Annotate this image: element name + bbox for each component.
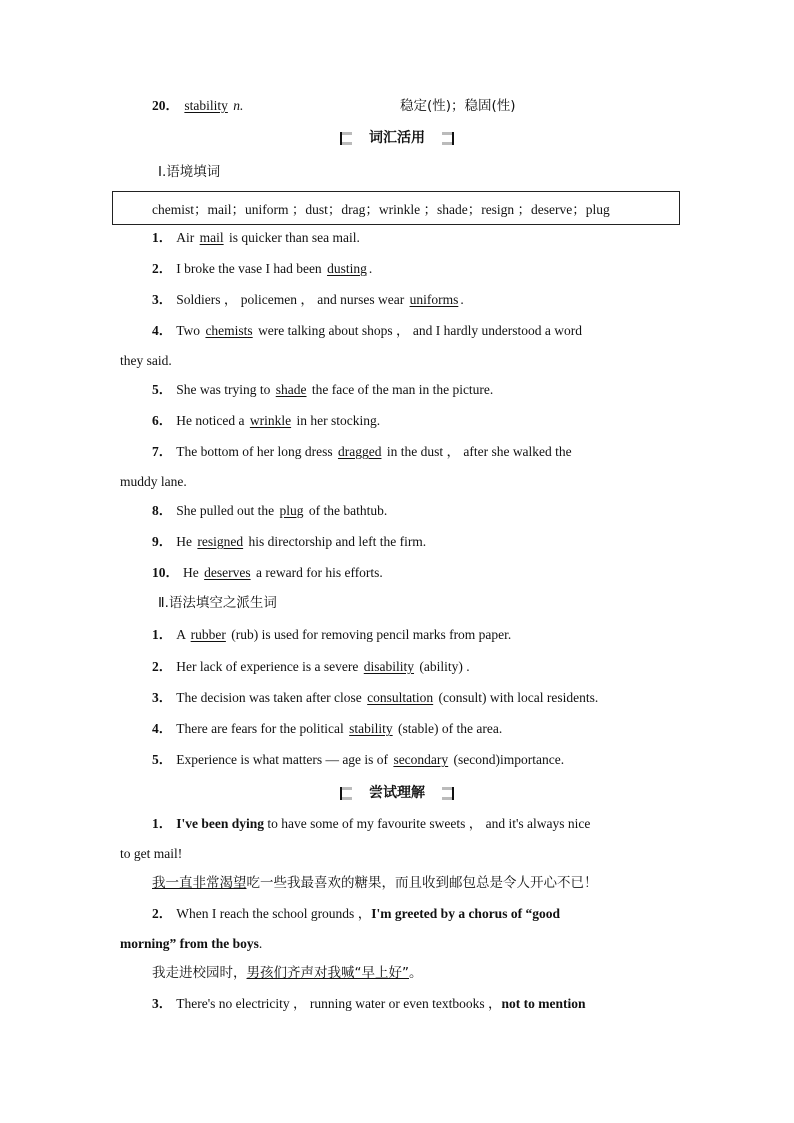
vocab-item-20 — [152, 96, 243, 116]
vocab-word: stability — [184, 98, 228, 113]
sentence-1-continued: to get mail! — [120, 846, 183, 861]
answer: chemists — [205, 323, 253, 338]
item-number: 20． — [152, 98, 179, 113]
answer: disability — [363, 659, 415, 674]
section-title: 词汇活用 — [352, 126, 442, 150]
section-banner-vocabulary-use — [340, 126, 454, 150]
section-banner-try-understand — [340, 781, 454, 805]
word-bank-box — [112, 191, 680, 225]
answer: mail — [199, 230, 224, 245]
answer: shade — [275, 382, 307, 397]
key-phrase: morning” from the boys — [120, 936, 259, 951]
key-translation: 男孩们齐声对我喊“早上好” — [246, 965, 409, 981]
sentence-3: 3． There's no electricity ， running water or even textbooks ，not to mention — [152, 996, 586, 1011]
word-bank: chemist；mail；uniform ；dust；drag；wrinkle ；shade；resign ；deserve；plug — [152, 202, 610, 217]
part-of-speech: n. — [233, 98, 244, 113]
sentence-2-continued: morning” from the boys. — [120, 936, 263, 951]
answer: stability — [349, 721, 393, 736]
answer: uniforms — [409, 292, 459, 307]
sentence-2-translation: 我走进校园时，男孩们齐声对我喊“早上好”。 — [152, 965, 423, 981]
fill-item-7-continued: muddy lane. — [120, 474, 187, 489]
key-phrase: not to mention — [501, 996, 586, 1011]
answer: plug — [279, 503, 304, 518]
answer: deserves — [204, 565, 251, 580]
derivative-item-4: 4． There are fears for the political stability (stable) of the area. — [152, 721, 503, 736]
key-translation: 我一直非常渴望 — [152, 875, 247, 891]
answer: resigned — [197, 534, 244, 549]
fill-item-7: 7． The bottom of her long dress dragged in the dust ， after she walked the — [152, 444, 572, 459]
derivative-item-1: 1． A rubber (rub) is used for removing pencil marks from paper. — [152, 627, 512, 642]
fill-item-5: 5． She was trying to shade the face of the man in the picture. — [152, 382, 494, 397]
section-title: 尝试理解 — [352, 781, 442, 805]
fill-item-10: 10． He deserves a reward for his efforts. — [152, 565, 383, 580]
derivative-item-5: 5． Experience is what matters — age is of secondary (second)importance. — [152, 752, 565, 767]
sentence-1-translation: 我一直非常渴望吃一些我最喜欢的糖果，而且收到邮包总是令人开心不已！ — [152, 875, 598, 891]
sentence-1: 1． I've been dying to have some of my favourite sweets ， and it's always nice — [152, 816, 591, 831]
vocab-meaning: 稳定(性)；稳固(性) — [400, 98, 516, 114]
answer: dusting — [327, 261, 367, 276]
fill-item-1: 1． Air mail is quicker than sea mail. — [152, 230, 360, 245]
key-phrase: I'm greeted by a chorus of “good — [371, 906, 560, 921]
fill-item-4-continued: they said. — [120, 353, 172, 368]
fill-item-9: 9． He resigned his directorship and left the firm. — [152, 534, 427, 549]
part1-heading: Ⅰ.语境填词 — [158, 164, 221, 180]
derivative-item-2: 2． Her lack of experience is a severe disability (ability) . — [152, 659, 470, 674]
answer: consultation — [367, 690, 434, 705]
sentence-2: 2． When I reach the school grounds ，I'm greeted by a chorus of “good — [152, 906, 560, 921]
part2-heading: Ⅱ.语法填空之派生词 — [158, 595, 277, 611]
key-phrase: I've been dying — [176, 816, 265, 831]
fill-item-6: 6． He noticed a wrinkle in her stocking. — [152, 413, 381, 428]
fill-item-8: 8． She pulled out the plug of the bathtub. — [152, 503, 388, 518]
derivative-item-3: 3． The decision was taken after close consultation (consult) with local residents. — [152, 690, 599, 705]
answer: wrinkle — [249, 413, 292, 428]
fill-item-4: 4． Two chemists were talking about shops ， and I hardly understood a word — [152, 323, 582, 338]
fill-item-3: 3． Soldiers ， policemen ， and nurses wear uniforms . — [152, 292, 464, 307]
answer: rubber — [190, 627, 226, 642]
answer: secondary — [393, 752, 449, 767]
fill-item-2: 2． I broke the vase I had been dusting . — [152, 261, 373, 276]
answer: dragged — [337, 444, 382, 459]
